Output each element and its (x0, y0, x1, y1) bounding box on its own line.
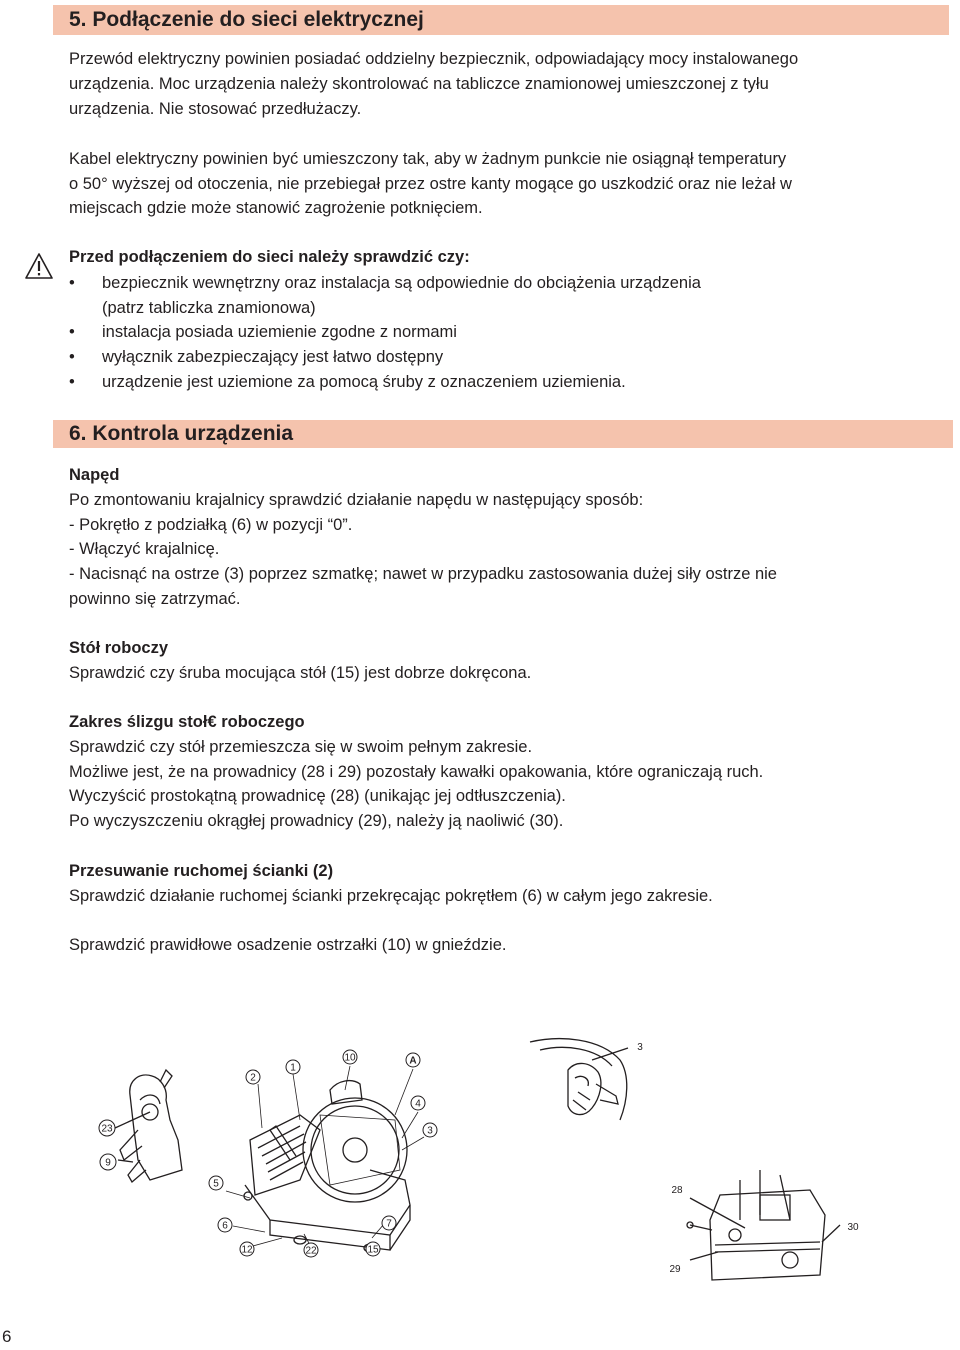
bullet-marker: • (69, 274, 75, 292)
bullet-item: wyłącznik zabezpieczający jest łatwo dostępny (102, 348, 444, 366)
callout-label: 12 (241, 1244, 253, 1256)
callout-label: 30 (847, 1222, 859, 1233)
zakres-line: Sprawdzić czy stół przemieszcza się w swoim pełnym zakresie. (69, 738, 533, 756)
bullet-item: bezpiecznik wewnętrzny oraz instalacja są odpowiednie do obciążenia urządzenia (102, 274, 701, 292)
naped-line: - Nacisnąć na ostrze (3) poprzez szmatkę; nawet w przypadku zastosowania dużej siły ostrze nie (69, 565, 777, 583)
callout-label: 9 (105, 1157, 111, 1169)
callout-label: 3 (637, 1042, 643, 1053)
przesuwanie-title: Przesuwanie ruchomej ścianki (2) (69, 862, 334, 880)
stol-title: Stół roboczy (69, 639, 169, 657)
naped-title: Napęd (69, 466, 120, 484)
callout-label: 3 (427, 1125, 433, 1137)
zakres-line: Po wyczyszczeniu okrągłej prowadnicy (29), należy ją naoliwić (30). (69, 812, 564, 830)
figure-guides (687, 1170, 840, 1280)
callout-label: A (409, 1055, 417, 1067)
callout-label: 28 (671, 1185, 683, 1196)
page-number: 6 (2, 1327, 12, 1346)
callout-label: 2 (250, 1072, 256, 1084)
callout-label: 6 (222, 1220, 228, 1232)
zakres-line: Wyczyścić prostokątną prowadnicę (28) (unikając jej odtłuszczenia). (69, 787, 566, 805)
bullet-item: instalacja posiada uziemienie zgodne z normami (102, 323, 457, 341)
callout-label: 22 (305, 1245, 317, 1257)
callout-label: 10 (344, 1052, 356, 1064)
bullet-item-continued: (patrz tabliczka znamionowa) (102, 299, 316, 317)
przesuwanie-line: Sprawdzić działanie ruchomej ścianki przekręcając pokrętłem (6) w całym jego zakresie. (69, 887, 713, 905)
para1-line: urządzenia. Moc urządzenia należy skontrolować na tabliczce znamionowej umieszczonej z tyłu (69, 75, 769, 93)
callout-label: 5 (213, 1178, 219, 1190)
section-5-heading: 5. Podłączenie do sieci elektrycznej (53, 5, 949, 35)
figure-blade-test (530, 1039, 628, 1120)
naped-line: powinno się zatrzymać. (69, 590, 241, 608)
para1-line: Przewód elektryczny powinien posiadać oddzielny bezpiecznik, odpowiadający mocy instalowanego (69, 50, 799, 68)
bullet-marker: • (69, 373, 75, 391)
para2-line: miejscach gdzie może stanowić zagrożenie potknięciem. (69, 199, 483, 217)
bullet-item: urządzenie jest uziemione za pomocą śruby z oznaczeniem uziemienia. (102, 373, 626, 391)
bullet-marker: • (69, 348, 75, 366)
bullet-marker: • (69, 323, 75, 341)
callout-label: 4 (415, 1098, 421, 1110)
warning-title: Przed podłączeniem do sieci należy sprawdzić czy: (69, 248, 470, 266)
ostrzalka-line: Sprawdzić prawidłowe osadzenie ostrzałki (10) w gnieździe. (69, 936, 507, 954)
figure-slicer-illustrations (0, 1020, 960, 1290)
para1-line: urządzenia. Nie stosować przedłużaczy. (69, 100, 362, 118)
callout-label: 23 (101, 1123, 113, 1135)
callout-label: 7 (386, 1218, 392, 1230)
stol-line: Sprawdzić czy śruba mocująca stół (15) jest dobrze dokręcona. (69, 664, 532, 682)
section-6-heading: 6. Kontrola urządzenia (53, 420, 953, 448)
callout-label: 15 (367, 1244, 379, 1256)
callout-label: 29 (669, 1264, 681, 1275)
para2-line: Kabel elektryczny powinien być umieszczony tak, aby w żadnym punkcie nie osiągnął temperatury (69, 150, 787, 168)
zakres-line: Możliwe jest, że na prowadnicy (28 i 29) pozostały kawałki opakowania, które ograniczają ruch. (69, 763, 764, 781)
naped-line: - Pokrętło z podziałką (6) w pozycji “0”. (69, 516, 353, 534)
naped-line: Po zmontowaniu krajalnicy sprawdzić działanie napędu w następujący sposób: (69, 491, 644, 509)
para2-line: o 50° wyższej od otoczenia, nie przebiegał przez ostre kanty mogące go uszkodzić oraz nie leżał w (69, 175, 792, 193)
warning-triangle-icon (24, 252, 54, 285)
zakres-title: Zakres ślizgu stoł€ roboczego (69, 713, 305, 731)
naped-line: - Włączyć krajalnicę. (69, 540, 220, 558)
figure-left-detail (115, 1070, 182, 1182)
callout-label: 1 (290, 1062, 296, 1074)
